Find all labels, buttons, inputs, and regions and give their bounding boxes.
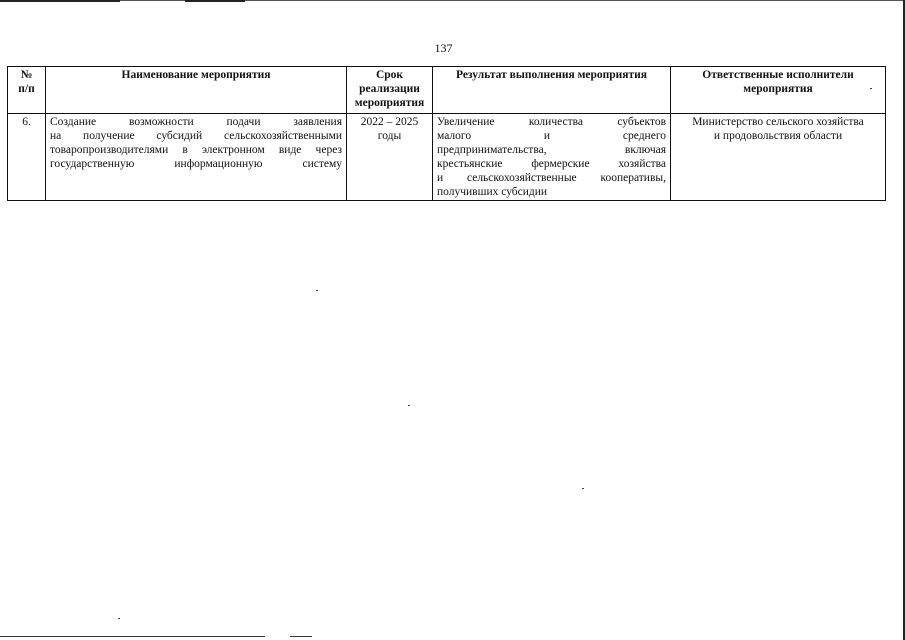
scan-bottom-edge-segment — [290, 636, 312, 637]
scan-bottom-edge-segment — [0, 636, 265, 637]
cell-result-line: крестьянские фермерские хозяйства — [437, 158, 666, 170]
cell-responsible-line: Министерство сельского хозяйства — [692, 116, 864, 128]
measures-table — [7, 66, 886, 201]
table-row — [8, 114, 886, 201]
scan-speck — [118, 618, 120, 619]
table-header-row — [8, 67, 886, 114]
scan-speck — [408, 405, 410, 406]
cell-term — [347, 114, 433, 201]
header-term-line: Срок — [375, 69, 404, 81]
cell-result-line: Увеличение количества субъектов — [437, 116, 666, 128]
scan-speck — [582, 488, 584, 489]
cell-result-line: предпринимательства, включая — [437, 144, 666, 156]
cell-responsible-line: и продовольствия области — [713, 130, 843, 142]
cell-name-line: государственную информационную систему — [50, 158, 342, 170]
scan-top-edge — [0, 0, 905, 1]
cell-term-line: годы — [377, 130, 402, 142]
cell-result-line: и сельскохозяйственные кооперативы, — [437, 172, 666, 184]
header-term-line: мероприятия — [354, 97, 425, 109]
header-term-line: реализации — [359, 83, 420, 95]
cell-name-line: товаропроизводителями в электронном виде через — [50, 144, 342, 156]
cell-name-line: на получение субсидий сельскохозяйственными — [50, 130, 342, 142]
header-responsible-line: мероприятия — [743, 83, 813, 95]
header-num-line: п/п — [18, 83, 35, 95]
header-num — [8, 67, 46, 114]
cell-name-line: Создание возможности подачи заявления — [50, 116, 342, 128]
header-term — [347, 67, 433, 114]
scan-top-edge-segment — [185, 0, 245, 2]
header-name: Наименование мероприятия — [46, 67, 347, 114]
cell-responsible — [671, 114, 886, 201]
header-responsible — [671, 67, 886, 114]
cell-result-line: получивших субсидии — [437, 186, 548, 198]
header-result: Результат выполнения мероприятия — [433, 67, 671, 114]
cell-term-line: 2022 – 2025 — [360, 116, 419, 128]
cell-result — [433, 114, 671, 201]
cell-name — [46, 114, 347, 201]
scan-top-edge-segment — [0, 0, 120, 2]
page-number: 137 — [434, 41, 453, 55]
cell-num: 6. — [8, 114, 46, 201]
header-responsible-line: Ответственные исполнители — [702, 69, 854, 81]
scan-speck — [316, 290, 318, 291]
cell-result-line: малого и среднего — [437, 130, 666, 142]
header-num-line: № — [20, 69, 33, 81]
